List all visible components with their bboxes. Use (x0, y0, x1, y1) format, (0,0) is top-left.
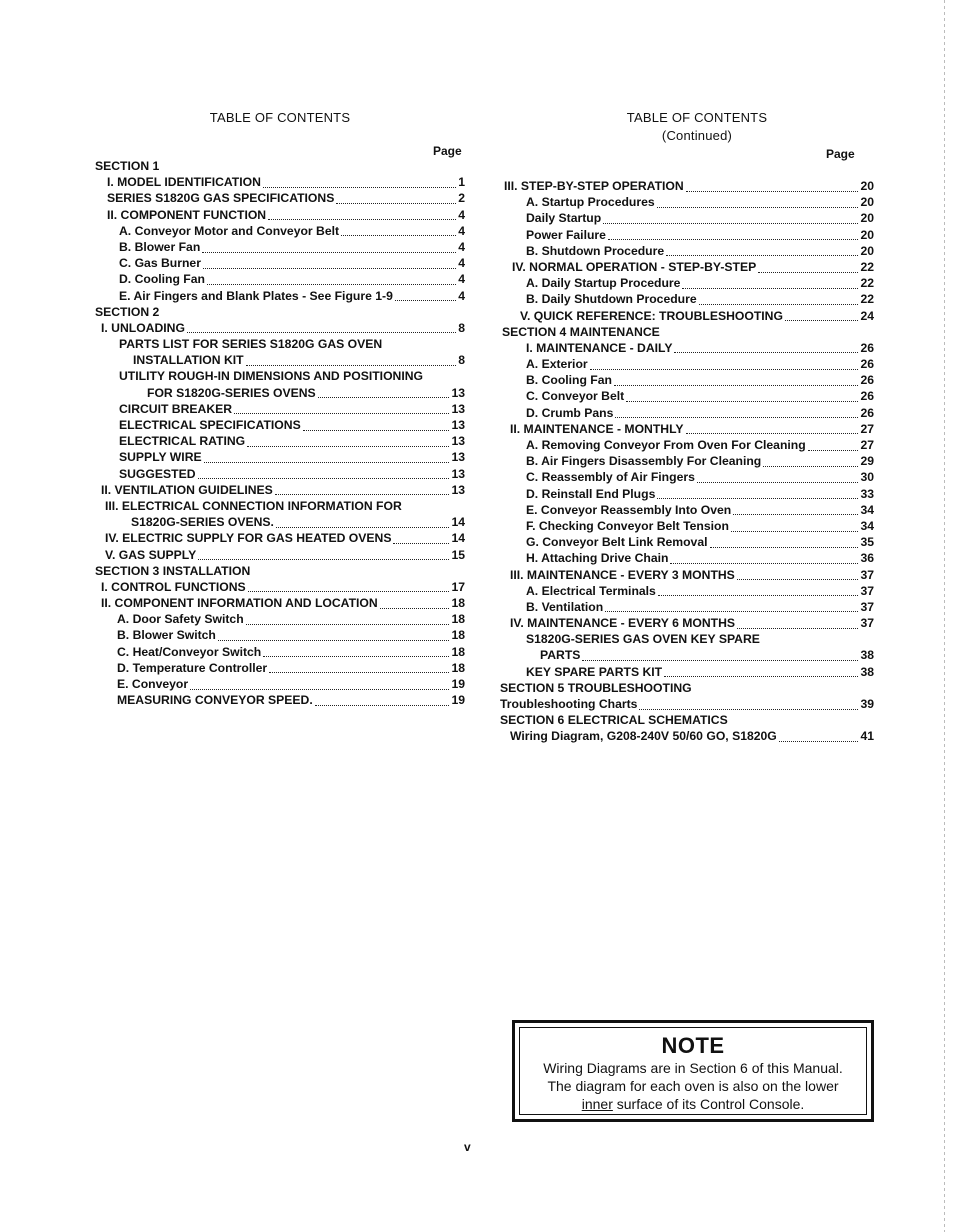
dot-leader (203, 258, 456, 269)
toc-entry-page: 22 (860, 292, 874, 307)
toc-entry-page: 41 (860, 729, 874, 744)
dot-leader (737, 569, 859, 580)
dot-leader (614, 375, 858, 386)
toc-entry (500, 583, 874, 599)
toc-entry-text: SUPPLY WIRE (119, 450, 202, 465)
toc-entry-page: 24 (860, 308, 874, 323)
toc-entry-text: V. QUICK REFERENCE: TROUBLESHOOTING (520, 308, 783, 323)
note-line-2: The diagram for each oven is also on the lower (547, 1078, 839, 1094)
toc-entry-text: Troubleshooting Charts (500, 697, 638, 711)
toc-entry-page: 4 (458, 223, 465, 238)
toc-entry-text: CIRCUIT BREAKER (119, 401, 233, 416)
dot-leader (737, 618, 858, 629)
dot-leader (207, 274, 456, 285)
toc-entry-text: IV. NORMAL OPERATION - STEP-BY-STEP (512, 259, 757, 274)
toc-entry-page: 4 (458, 239, 465, 254)
toc-entry-text: I. MAINTENANCE - DAILY (526, 340, 673, 355)
dot-leader (275, 484, 450, 495)
toc-entry-text: IV. ELECTRIC SUPPLY FOR GAS HEATED OVENS (105, 531, 392, 546)
dot-leader (336, 193, 456, 204)
toc-entry-text: V. GAS SUPPLY (105, 547, 197, 562)
toc-entry-page: 22 (860, 276, 874, 291)
toc-entry-text: PARTS LIST FOR SERIES S1820G GAS OVEN (119, 337, 383, 352)
toc-title: TABLE OF CONTENTS (209, 110, 351, 125)
dot-leader (198, 549, 449, 560)
toc-entry-text: A. Removing Conveyor From Oven For Cleaning (526, 438, 806, 452)
toc-entry-page: 2 (458, 191, 465, 206)
toc-entry-page: 20 (860, 195, 874, 210)
toc-entry (95, 352, 465, 368)
dot-leader (276, 517, 450, 528)
dot-leader (626, 391, 858, 402)
toc-entry-page: 20 (860, 211, 874, 226)
dot-leader (657, 488, 858, 499)
toc-entry-text: II. COMPONENT INFORMATION AND LOCATION (101, 596, 378, 611)
dot-leader (664, 666, 858, 677)
toc-entry-text: SUGGESTED (119, 466, 196, 481)
toc-entry (95, 466, 465, 482)
toc-entry-text: A. Daily Startup Procedure (526, 276, 681, 291)
toc-entry-text: Daily Startup (526, 211, 602, 226)
toc-entry (500, 437, 874, 453)
toc-entry-page: 37 (860, 583, 874, 598)
toc-entry (95, 530, 465, 546)
dot-leader (263, 177, 456, 188)
toc-entry (500, 518, 874, 534)
toc-entry-page: 20 (860, 243, 874, 258)
dot-leader (779, 731, 859, 742)
toc-entry-text: B. Blower Switch (117, 628, 216, 643)
toc-entry (500, 308, 874, 324)
toc-entry-page: 34 (860, 502, 874, 517)
dot-leader (603, 213, 858, 224)
toc-entry-text: B. Air Fingers Disassembly For Cleaning (526, 454, 762, 469)
toc-entry (95, 239, 465, 255)
toc-entry (500, 291, 874, 307)
toc-entry (95, 627, 465, 643)
toc-entry-text: H. Attaching Drive Chain (526, 551, 669, 566)
toc-entry-text: A. Door Safety Switch (117, 612, 244, 627)
dot-leader (670, 553, 858, 564)
toc-entry-page: 27 (860, 438, 874, 452)
dot-leader (393, 533, 449, 544)
dot-leader (380, 598, 450, 609)
dot-leader (763, 456, 858, 467)
toc-entry-text: A. Startup Procedures (526, 195, 655, 210)
dot-leader (697, 472, 859, 483)
toc-entry (500, 372, 874, 388)
toc-entry (95, 433, 465, 449)
note-heading: NOTE (661, 1033, 725, 1058)
toc-entry-text: SECTION 5 TROUBLESHOOTING (500, 680, 692, 695)
toc-entry (95, 611, 465, 627)
toc-entry-text: II. COMPONENT FUNCTION (107, 207, 267, 222)
toc-entry-text: B. Blower Fan (119, 239, 201, 254)
toc-entry-page: 13 (451, 434, 465, 449)
dot-leader (808, 440, 859, 451)
dot-leader (657, 197, 859, 208)
toc-entry (500, 194, 874, 210)
toc-entry-text: KEY SPARE PARTS KIT (526, 664, 663, 679)
toc-entry (500, 631, 874, 647)
dot-leader (605, 601, 858, 612)
toc-entry-text: C. Heat/Conveyor Switch (117, 644, 262, 659)
page-column-header: Page (826, 147, 855, 161)
note-line-3-rest: surface of its Control Console. (612, 1096, 805, 1112)
dot-leader (395, 290, 456, 301)
toc-entry-text: S1820G-SERIES OVENS. (131, 515, 274, 530)
dot-leader (202, 242, 456, 253)
toc-subtitle: (Continued) (661, 128, 733, 143)
toc-entry-text: D. Cooling Fan (119, 272, 205, 287)
dot-leader (218, 630, 450, 641)
toc-entry (95, 255, 465, 271)
toc-entry (95, 595, 465, 611)
dot-leader (785, 310, 858, 321)
toc-entry-page: 13 (451, 418, 465, 432)
toc-entry-page: 30 (860, 470, 874, 485)
toc-entry-text: SECTION 2 (95, 304, 160, 319)
toc-entry (500, 664, 874, 680)
toc-entry-page: 8 (458, 353, 465, 368)
toc-entry-page: 19 (451, 693, 465, 708)
toc-entry-text: E. Conveyor Reassembly Into Oven (526, 502, 732, 517)
toc-entry-text: C. Conveyor Belt (526, 389, 625, 404)
toc-entry-page: 15 (451, 547, 465, 562)
dot-leader (198, 468, 450, 479)
dot-leader (608, 229, 859, 240)
toc-entry (500, 728, 874, 744)
toc-entry-page: 13 (451, 482, 465, 497)
toc-entry (95, 288, 465, 304)
dot-leader (639, 699, 858, 710)
note-box (512, 1020, 874, 1122)
toc-entry-page: 37 (860, 616, 874, 631)
toc-entry-text: MEASURING CONVEYOR SPEED. (117, 693, 313, 708)
toc-entry-text: I. UNLOADING (101, 320, 185, 335)
toc-entry (500, 227, 874, 243)
toc-entry-text: A. Electrical Terminals (526, 583, 656, 598)
toc-entry-text: SECTION 1 (95, 159, 160, 173)
toc-entry-page: 18 (451, 660, 465, 675)
toc-entry-page: 4 (458, 207, 465, 222)
toc-entry-page: 18 (451, 628, 465, 643)
toc-entry (500, 324, 874, 340)
toc-entry (95, 579, 465, 595)
toc-entry (95, 676, 465, 692)
dot-leader (666, 245, 858, 256)
toc-entry-text: B. Shutdown Procedure (526, 243, 665, 258)
toc-entry-page: 14 (451, 531, 465, 546)
toc-entry (95, 547, 465, 563)
toc-entry-text: ELECTRICAL RATING (119, 434, 246, 449)
toc-entry-page: 1 (458, 175, 465, 190)
toc-entry-text: Wiring Diagram, G208-240V 50/60 GO, S1820G (510, 729, 777, 744)
dot-leader (318, 387, 450, 398)
toc-entry (95, 190, 465, 206)
toc-entry (95, 320, 465, 336)
toc-entry-text: I. MODEL IDENTIFICATION (107, 175, 261, 190)
toc-entry (95, 223, 465, 239)
toc-entry-text: IV. MAINTENANCE - EVERY 6 MONTHS (510, 616, 736, 631)
dot-leader (341, 225, 456, 236)
toc-entry-text: INSTALLATION KIT (133, 353, 244, 368)
dot-leader (699, 294, 859, 305)
toc-entry-list (95, 158, 465, 708)
toc-entry (500, 356, 874, 372)
toc-entry-text: B. Ventilation (526, 599, 604, 614)
toc-entry (95, 174, 465, 190)
toc-entry-page: 13 (451, 385, 465, 400)
toc-entry-text: E. Conveyor (117, 677, 189, 691)
toc-entry-text: III. STEP-BY-STEP OPERATION (504, 179, 684, 193)
toc-entry (500, 340, 874, 356)
toc-entry-page: 18 (451, 612, 465, 627)
toc-title-continued: TABLE OF CONTENTS (626, 110, 768, 125)
toc-entry (95, 644, 465, 660)
page-column-header: Page (433, 144, 462, 158)
toc-entry (500, 599, 874, 615)
toc-entry-text: UTILITY ROUGH-IN DIMENSIONS AND POSITIONING (119, 369, 424, 384)
dot-leader (303, 420, 450, 431)
toc-entry-page: 13 (451, 466, 465, 481)
toc-entry (95, 417, 465, 433)
dot-leader (733, 504, 858, 515)
toc-entry-text: PARTS (540, 648, 581, 663)
toc-entry-text: SERIES S1820G GAS SPECIFICATIONS (107, 191, 335, 206)
dot-leader (246, 355, 457, 366)
page-number: v (464, 1140, 471, 1154)
dot-leader (731, 521, 859, 532)
dot-leader (187, 322, 456, 333)
dot-leader (682, 278, 858, 289)
toc-entry-page: 39 (860, 697, 874, 711)
toc-entry-page: 13 (451, 450, 465, 465)
toc-entry-page: 20 (860, 179, 874, 193)
dot-leader (658, 585, 859, 596)
toc-entry-page: 22 (860, 259, 874, 274)
toc-entry-text: II. MAINTENANCE - MONTHLY (510, 421, 684, 436)
toc-entry (500, 259, 874, 275)
toc-entry (500, 469, 874, 485)
toc-entry (95, 482, 465, 498)
dot-leader (686, 181, 859, 192)
toc-entry-text: A. Exterior (526, 357, 588, 372)
toc-entry (500, 421, 874, 437)
toc-entry-page: 26 (860, 373, 874, 388)
toc-entry-text: D. Crumb Pans (526, 405, 614, 420)
toc-entry (500, 647, 874, 663)
toc-entry-text: FOR S1820G-SERIES OVENS (147, 385, 316, 400)
dot-leader (204, 452, 450, 463)
toc-entry (500, 275, 874, 291)
dot-leader (710, 537, 859, 548)
toc-entry-page: 26 (860, 357, 874, 372)
dot-leader (234, 403, 449, 414)
toc-entry-page: 19 (451, 677, 465, 691)
toc-entry-page: 29 (860, 454, 874, 469)
dot-leader (268, 209, 456, 220)
toc-entry-text: II. VENTILATION GUIDELINES (101, 482, 273, 497)
toc-entry-text: SECTION 4 MAINTENANCE (502, 324, 660, 339)
toc-entry (95, 692, 465, 708)
toc-entry-page: 27 (860, 421, 874, 436)
toc-entry-text: SECTION 6 ELECTRICAL SCHEMATICS (500, 713, 728, 728)
toc-entry-text: D. Temperature Controller (117, 660, 268, 675)
toc-entry (95, 401, 465, 417)
toc-entry (500, 696, 874, 712)
toc-entry (95, 498, 465, 514)
dot-leader (582, 650, 858, 661)
toc-entry-page: 8 (458, 320, 465, 335)
toc-entry (500, 243, 874, 259)
toc-entry-text: III. ELECTRICAL CONNECTION INFORMATION FOR (105, 498, 402, 513)
toc-entry (500, 567, 874, 583)
toc-entry (500, 615, 874, 631)
dot-leader (269, 662, 449, 673)
toc-entry (95, 449, 465, 465)
toc-entry-text: D. Reinstall End Plugs (526, 486, 656, 501)
toc-entry-page: 14 (451, 515, 465, 530)
toc-entry (500, 178, 874, 194)
toc-entry-page: 36 (860, 551, 874, 566)
toc-entry (95, 304, 465, 320)
toc-entry-page: 26 (860, 389, 874, 404)
toc-entry (500, 486, 874, 502)
toc-entry (95, 158, 465, 174)
toc-entry-text: III. MAINTENANCE - EVERY 3 MONTHS (510, 567, 735, 582)
toc-entry (500, 712, 874, 728)
toc-entry (500, 405, 874, 421)
toc-entry-text: E. Air Fingers and Blank Plates - See Figure 1-9 (119, 288, 393, 303)
note-underlined-word: inner (581, 1096, 613, 1112)
toc-entry-page: 26 (860, 340, 874, 355)
toc-entry-page: 34 (860, 518, 874, 533)
toc-entry-page: 4 (458, 288, 465, 303)
dot-leader (686, 423, 859, 434)
toc-entry-page: 18 (451, 644, 465, 659)
toc-entry-text: A. Conveyor Motor and Conveyor Belt (119, 223, 340, 238)
dot-leader (248, 581, 450, 592)
dot-leader (263, 646, 449, 657)
dot-leader (615, 407, 858, 418)
toc-entry-page: 4 (458, 272, 465, 287)
toc-entry-text: G. Conveyor Belt Link Removal (526, 535, 708, 550)
scan-edge-divider (944, 0, 945, 1232)
toc-entry (500, 210, 874, 226)
toc-entry-page: 37 (860, 567, 874, 582)
toc-entry (95, 514, 465, 530)
toc-entry-text: I. CONTROL FUNCTIONS (101, 579, 246, 594)
toc-entry (500, 550, 874, 566)
toc-entry-page: 17 (451, 579, 465, 594)
toc-entry (95, 385, 465, 401)
toc-entry-page: 38 (860, 648, 874, 663)
toc-entry-page: 26 (860, 405, 874, 420)
toc-entry-text: C. Gas Burner (119, 256, 201, 271)
toc-entry-page: 33 (860, 486, 874, 501)
dot-leader (590, 359, 859, 370)
toc-entry-page: 4 (458, 256, 465, 271)
dot-leader (246, 614, 450, 625)
toc-entry (95, 207, 465, 223)
toc-entry (95, 368, 465, 384)
toc-entry-page: 35 (860, 535, 874, 550)
toc-entry-text: F. Checking Conveyor Belt Tension (526, 518, 729, 533)
toc-entry-list (500, 178, 874, 745)
toc-entry (500, 534, 874, 550)
toc-entry-text: SECTION 3 INSTALLATION (95, 563, 251, 578)
toc-entry (95, 336, 465, 352)
toc-entry-text: S1820G-SERIES GAS OVEN KEY SPARE (526, 632, 760, 647)
toc-entry-text: B. Cooling Fan (526, 373, 612, 388)
toc-entry-page: 38 (860, 664, 874, 679)
toc-entry (95, 660, 465, 676)
note-line-1: Wiring Diagrams are in Section 6 of this Manual. (543, 1060, 843, 1076)
toc-entry (500, 453, 874, 469)
toc-entry (500, 680, 874, 696)
toc-entry-page: 37 (860, 599, 874, 614)
toc-entry-text: Power Failure (526, 227, 606, 242)
note-line-3 (515, 1095, 871, 1113)
toc-entry (500, 502, 874, 518)
toc-entry-text: ELECTRICAL SPECIFICATIONS (119, 418, 301, 432)
dot-leader (190, 679, 449, 690)
dot-leader (247, 436, 449, 447)
toc-entry-page: 13 (451, 401, 465, 416)
dot-leader (315, 695, 450, 706)
toc-entry (95, 271, 465, 287)
toc-entry-text: B. Daily Shutdown Procedure (526, 292, 697, 307)
dot-leader (758, 262, 858, 273)
dot-leader (674, 342, 858, 353)
toc-entry-text: C. Reassembly of Air Fingers (526, 470, 695, 485)
toc-entry (95, 563, 465, 579)
toc-entry (500, 388, 874, 404)
toc-entry-page: 18 (451, 596, 465, 611)
toc-entry-page: 20 (860, 227, 874, 242)
